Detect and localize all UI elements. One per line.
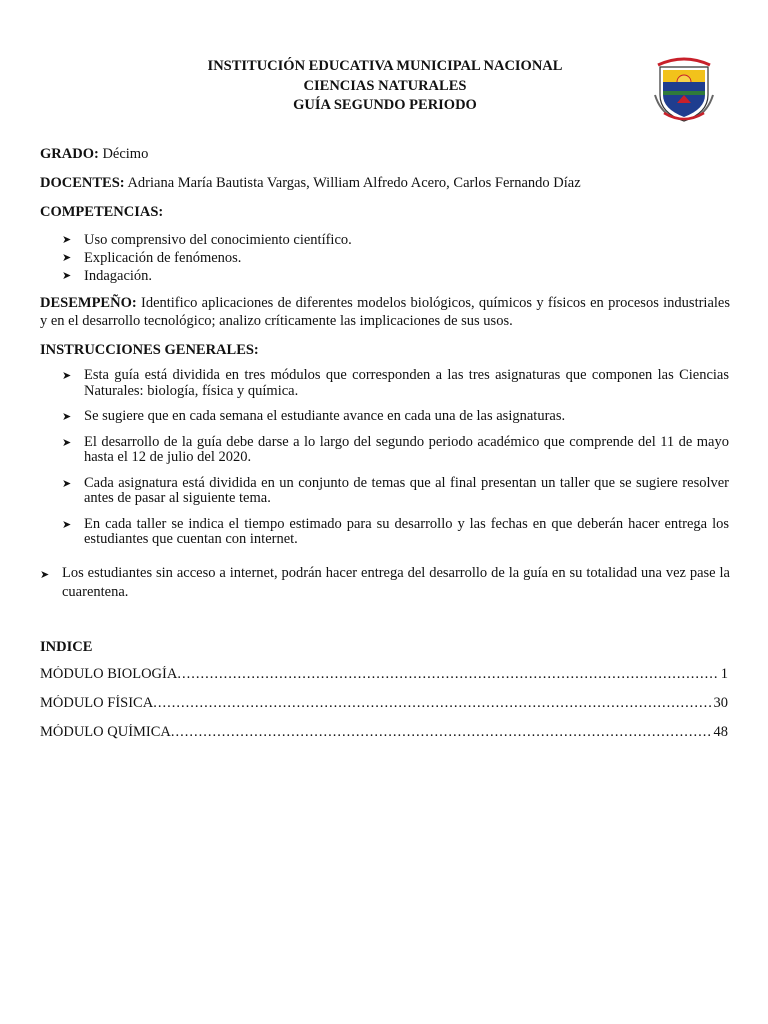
toc-entry-quimica — [40, 724, 728, 741]
grado-value: Décimo — [102, 146, 149, 162]
list-item: ➤ Se sugiere que en cada semana el estudiante avance en cada una de las asignaturas. — [62, 408, 566, 424]
list-item: ➤ Explicación de fenómenos. — [62, 250, 242, 266]
toc-entry-fisica — [40, 695, 728, 712]
arrow-bullet-icon: ➤ — [62, 435, 72, 449]
arrow-bullet-icon: ➤ — [62, 476, 72, 490]
list-item: ➤ Indagación. — [62, 268, 153, 284]
institution-name: INSTITUCIÓN EDUCATIVA MUNICIPAL NACIONAL — [207, 58, 563, 74]
desempeno-paragraph — [40, 294, 730, 330]
list-item: ➤ En cada taller se indica el tiempo estimado para su desarrollo y las fechas en que deberán hacer entrega los estudiantes que cuentan con internet. — [62, 515, 729, 547]
arrow-bullet-icon: ➤ — [62, 369, 72, 382]
arrow-bullet-icon: ➤ — [62, 269, 72, 282]
instrucciones-list — [62, 368, 729, 558]
docentes-field — [40, 174, 581, 192]
desempeno-label: DESEMPEÑO: — [40, 295, 137, 311]
toc-title: MÓDULO BIOLOGÍA — [40, 666, 178, 682]
arrow-bullet-icon: ➤ — [62, 233, 72, 246]
toc-title: MÓDULO FÍSICA — [40, 695, 154, 711]
list-item: ➤ El desarrollo de la guía debe darse a lo largo del segundo periodo académico que comprende del 11 de mayo hasta el 12 de julio del 2020. — [62, 433, 729, 465]
arrow-bullet-icon: ➤ — [62, 251, 72, 264]
grado-label: GRADO: — [40, 146, 99, 162]
grado-field — [40, 145, 148, 163]
arrow-bullet-icon: ➤ — [40, 568, 50, 581]
list-item: ➤ Uso comprensivo del conocimiento científico. — [62, 232, 352, 248]
arrow-bullet-icon: ➤ — [62, 410, 72, 423]
toc-leader — [171, 724, 712, 741]
list-item: ➤ Cada asignatura está dividida en un conjunto de temas que al final presentan un taller que se sugiere resolver antes de pasar al siguiente tema. — [62, 474, 729, 506]
subject-title: CIENCIAS NATURALES — [303, 77, 467, 94]
docentes-value: Adriana María Bautista Vargas, William Alfredo Acero, Carlos Fernando Díaz — [127, 175, 581, 191]
instrucciones-final-item: ➤ Los estudiantes sin acceso a internet, podrán hacer entrega del desarrollo de la guía en su totalidad una vez pase la cuarentena. — [40, 565, 730, 600]
competencias-heading: COMPETENCIAS: — [40, 204, 164, 220]
toc-leader — [153, 695, 711, 712]
toc-page: 1 — [720, 666, 728, 682]
toc-page: 48 — [713, 724, 728, 740]
toc-page: 30 — [713, 695, 728, 711]
instrucciones-heading: INSTRUCCIONES GENERALES: — [40, 342, 259, 358]
toc-entry-biologia — [40, 666, 728, 683]
document-header — [150, 57, 620, 116]
toc-title: MÓDULO QUÍMICA — [40, 724, 171, 740]
desempeno-text: Identifico aplicaciones de diferentes modelos biológicos, químicos y físicos en procesos industriales y en el desarrollo tecnológico; analizo críticamente las implicaciones de sus usos. — [40, 295, 730, 329]
competencias-list — [62, 231, 352, 285]
school-crest-icon — [652, 51, 716, 123]
docentes-label: DOCENTES: — [40, 175, 125, 191]
arrow-bullet-icon: ➤ — [62, 517, 72, 531]
list-item: ➤ Esta guía está dividida en tres módulos que corresponden a las tres asignaturas que componen las Ciencias Naturales: biología, física y química. — [62, 367, 729, 399]
guide-title: GUÍA SEGUNDO PERIODO — [293, 97, 477, 113]
toc-leader — [177, 666, 718, 683]
indice-heading: INDICE — [40, 639, 93, 655]
